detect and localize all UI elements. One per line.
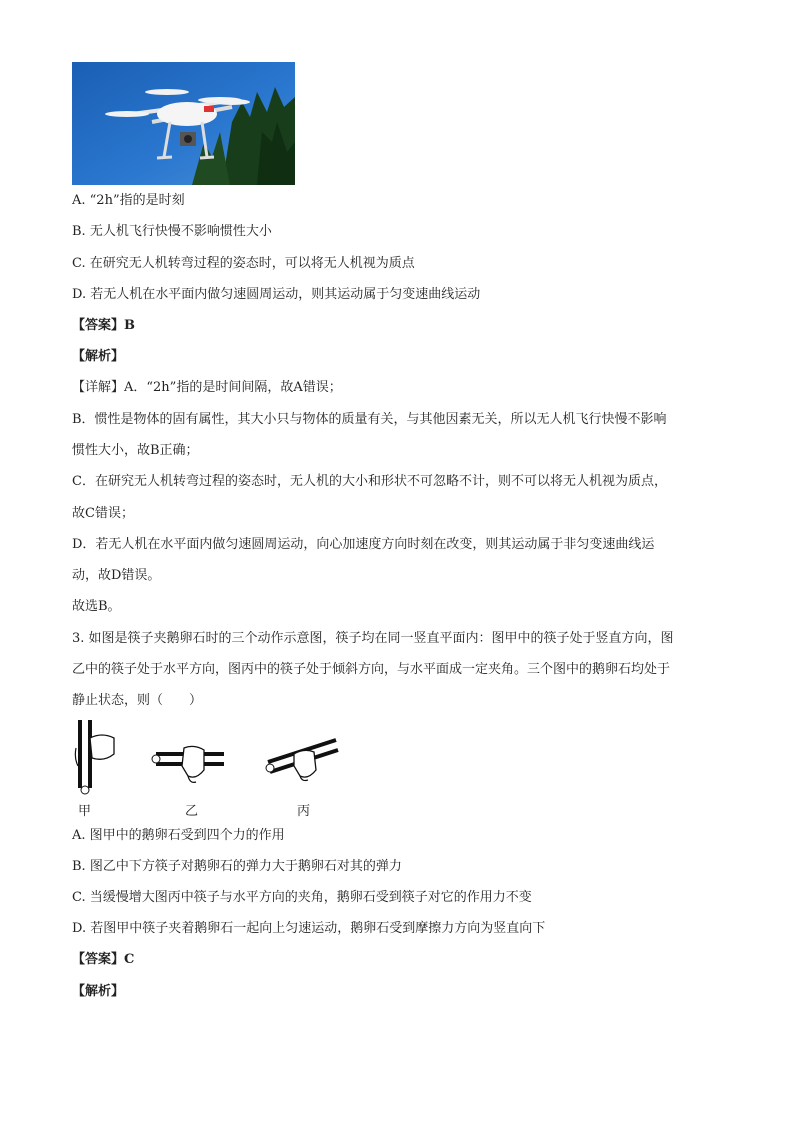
drone-photo — [72, 62, 295, 185]
q2-analysis-heading: 【解析】 — [72, 349, 125, 364]
q2-detail-line: 【详解】A．“2h”指的是时间间隔，故A错误； — [72, 380, 342, 395]
q2-option-a: A. “2h”指的是时刻 — [72, 193, 185, 208]
q2-option-d: D. 若无人机在水平面内做匀速圆周运动，则其运动属于匀变速曲线运动 — [72, 287, 481, 302]
figure-bing — [266, 740, 338, 781]
q2-detail-line: 故C错误； — [72, 506, 134, 521]
q2-detail-line: B．惯性是物体的固有属性，其大小只与物体的质量有关，与其他因素无关，所以无人机飞行快慢不影响 — [72, 412, 667, 427]
q3-analysis-heading: 【解析】 — [72, 984, 125, 999]
q3-option-d: D. 若图甲中筷子夹着鹅卵石一起向上匀速运动，鹅卵石受到摩擦力方向为竖直向下 — [72, 921, 546, 936]
figure-yi — [152, 746, 224, 782]
q2-detail-line: 动，故D错误。 — [72, 568, 161, 583]
q3-option-a: A. 图甲中的鹅卵石受到四个力的作用 — [72, 828, 285, 843]
q3-answer: 【答案】C — [72, 952, 135, 967]
drone-image — [72, 62, 295, 185]
q3-option-c: C. 当缓慢增大图丙中筷子与水平方向的夹角，鹅卵石受到筷子对它的作用力不变 — [72, 890, 532, 905]
q3-stem-line: 静止状态，则（ ） — [72, 693, 203, 708]
q2-detail-line: C．在研究无人机转弯过程的姿态时，无人机的大小和形状不可忽略不计，则不可以将无人机视为质点， — [72, 474, 667, 489]
q3-stem-line: 3. 如图是筷子夹鹅卵石时的三个动作示意图，筷子均在同一竖直平面内：图甲中的筷子处于竖直方向，图 — [72, 631, 674, 646]
figure-label-bing: 丙 — [297, 804, 311, 819]
figure-label-jia: 甲 — [78, 804, 92, 819]
q2-option-c: C. 在研究无人机转弯过程的姿态时，可以将无人机视为质点 — [72, 256, 415, 271]
q3-stem-line: 乙中的筷子处于水平方向，图丙中的筷子处于倾斜方向，与水平面成一定夹角。三个图中的鹅卵石均处于 — [72, 662, 671, 677]
q3-option-b: B. 图乙中下方筷子对鹅卵石的弹力大于鹅卵石对其的弹力 — [72, 859, 402, 874]
q2-detail-line: D．若无人机在水平面内做匀速圆周运动，向心加速度方向时刻在改变，则其运动属于非匀变速曲线运 — [72, 537, 655, 552]
q2-answer: 【答案】B — [72, 318, 135, 333]
figure-jia — [75, 720, 114, 794]
q2-detail-line: 惯性大小，故B正确； — [72, 443, 199, 458]
q2-option-b: B. 无人机飞行快慢不影响惯性大小 — [72, 224, 272, 239]
q2-conclusion: 故选B。 — [72, 599, 121, 614]
figure-label-yi: 乙 — [185, 804, 199, 819]
